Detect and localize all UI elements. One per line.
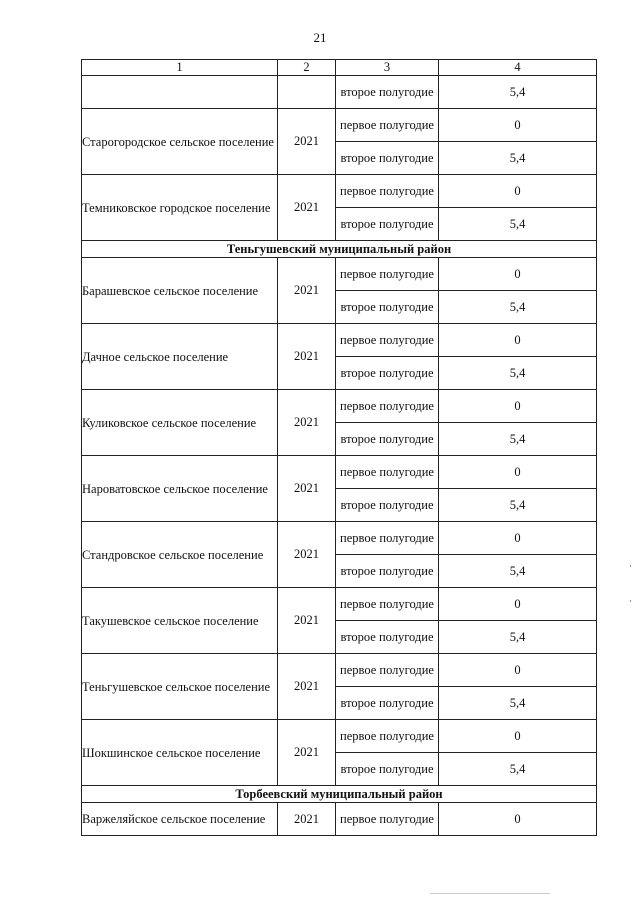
half-year-cell: второе полугодие: [336, 489, 439, 522]
half-year-cell: первое полугодие: [336, 456, 439, 489]
column-header-4: 4: [439, 60, 597, 76]
half-year-cell: второе полугодие: [336, 142, 439, 175]
value-cell: 5,4: [439, 357, 597, 390]
half-year-cell: второе полугодие: [336, 621, 439, 654]
value-cell: 0: [439, 258, 597, 291]
half-year-cell: первое полугодие: [336, 258, 439, 291]
half-year-cell: первое полугодие: [336, 522, 439, 555]
table-row: [82, 175, 597, 208]
table-row: [82, 456, 597, 489]
half-year-cell: первое полугодие: [336, 803, 439, 836]
table-row: [82, 76, 597, 109]
value-cell: 5,4: [439, 753, 597, 786]
half-year-cell: второе полугодие: [336, 357, 439, 390]
table-row: [82, 588, 597, 621]
year-cell: 2021: [278, 109, 336, 175]
value-cell: 0: [439, 109, 597, 142]
column-header-2: 2: [278, 60, 336, 76]
page-number: 21: [313, 30, 327, 45]
half-year-cell: второе полугодие: [336, 76, 439, 109]
table-row: [82, 522, 597, 555]
district-header-row: [82, 786, 597, 803]
scan-line: [430, 893, 550, 894]
settlement-cell: Нароватовское сельское поселение: [82, 456, 278, 522]
scan-speck: [630, 565, 631, 567]
value-cell: 0: [439, 588, 597, 621]
value-cell: 5,4: [439, 489, 597, 522]
settlement-cell: Куликовское сельское поселение: [82, 390, 278, 456]
table-row: [82, 258, 597, 291]
settlement-cell: Такушевское сельское поселение: [82, 588, 278, 654]
value-cell: 0: [439, 654, 597, 687]
scan-speck: [630, 600, 631, 602]
column-header-3: 3: [336, 60, 439, 76]
year-cell: 2021: [278, 720, 336, 786]
value-cell: 5,4: [439, 142, 597, 175]
settlement-cell: Варжеляйское сельское поселение: [82, 803, 278, 836]
district-name: Теньгушевский муниципальный район: [82, 241, 597, 258]
half-year-cell: первое полугодие: [336, 324, 439, 357]
half-year-cell: второе полугодие: [336, 208, 439, 241]
value-cell: 0: [439, 175, 597, 208]
half-year-cell: второе полугодие: [336, 753, 439, 786]
table-row: [82, 803, 597, 836]
value-cell: 5,4: [439, 687, 597, 720]
value-cell: 0: [439, 803, 597, 836]
year-cell: 2021: [278, 588, 336, 654]
settlement-cell: Темниковское городское поселение: [82, 175, 278, 241]
data-table: [81, 59, 597, 836]
table-body: [82, 76, 597, 836]
half-year-cell: второе полугодие: [336, 555, 439, 588]
half-year-cell: первое полугодие: [336, 588, 439, 621]
half-year-cell: второе полугодие: [336, 423, 439, 456]
value-cell: 0: [439, 390, 597, 423]
district-header-row: [82, 241, 597, 258]
settlement-cell: Теньгушевское сельское поселение: [82, 654, 278, 720]
year-cell: 2021: [278, 522, 336, 588]
value-cell: 0: [439, 720, 597, 753]
value-cell: 5,4: [439, 555, 597, 588]
year-cell: 2021: [278, 324, 336, 390]
value-cell: 5,4: [439, 423, 597, 456]
value-cell: 5,4: [439, 208, 597, 241]
table-row: [82, 109, 597, 142]
half-year-cell: первое полугодие: [336, 390, 439, 423]
settlement-cell: Барашевское сельское поселение: [82, 258, 278, 324]
settlement-cell: Старогородское сельское поселение: [82, 109, 278, 175]
half-year-cell: первое полугодие: [336, 654, 439, 687]
year-cell: 2021: [278, 654, 336, 720]
half-year-cell: второе полугодие: [336, 687, 439, 720]
year-cell: 2021: [278, 456, 336, 522]
year-cell: 2021: [278, 258, 336, 324]
value-cell: 5,4: [439, 621, 597, 654]
column-number-row: [82, 60, 597, 76]
half-year-cell: первое полугодие: [336, 720, 439, 753]
settlement-cell: [82, 76, 278, 109]
value-cell: 0: [439, 522, 597, 555]
settlement-cell: Дачное сельское поселение: [82, 324, 278, 390]
half-year-cell: первое полугодие: [336, 109, 439, 142]
column-header-1: 1: [82, 60, 278, 76]
half-year-cell: второе полугодие: [336, 291, 439, 324]
year-cell: 2021: [278, 175, 336, 241]
district-name: Торбеевский муниципальный район: [82, 786, 597, 803]
year-cell: [278, 76, 336, 109]
table-row: [82, 324, 597, 357]
value-cell: 5,4: [439, 291, 597, 324]
table-row: [82, 390, 597, 423]
table-row: [82, 654, 597, 687]
value-cell: 0: [439, 324, 597, 357]
value-cell: 0: [439, 456, 597, 489]
year-cell: 2021: [278, 390, 336, 456]
value-cell: 5,4: [439, 76, 597, 109]
settlement-cell: Шокшинское сельское поселение: [82, 720, 278, 786]
table-row: [82, 720, 597, 753]
settlement-cell: Стандровское сельское поселение: [82, 522, 278, 588]
half-year-cell: первое полугодие: [336, 175, 439, 208]
year-cell: 2021: [278, 803, 336, 836]
